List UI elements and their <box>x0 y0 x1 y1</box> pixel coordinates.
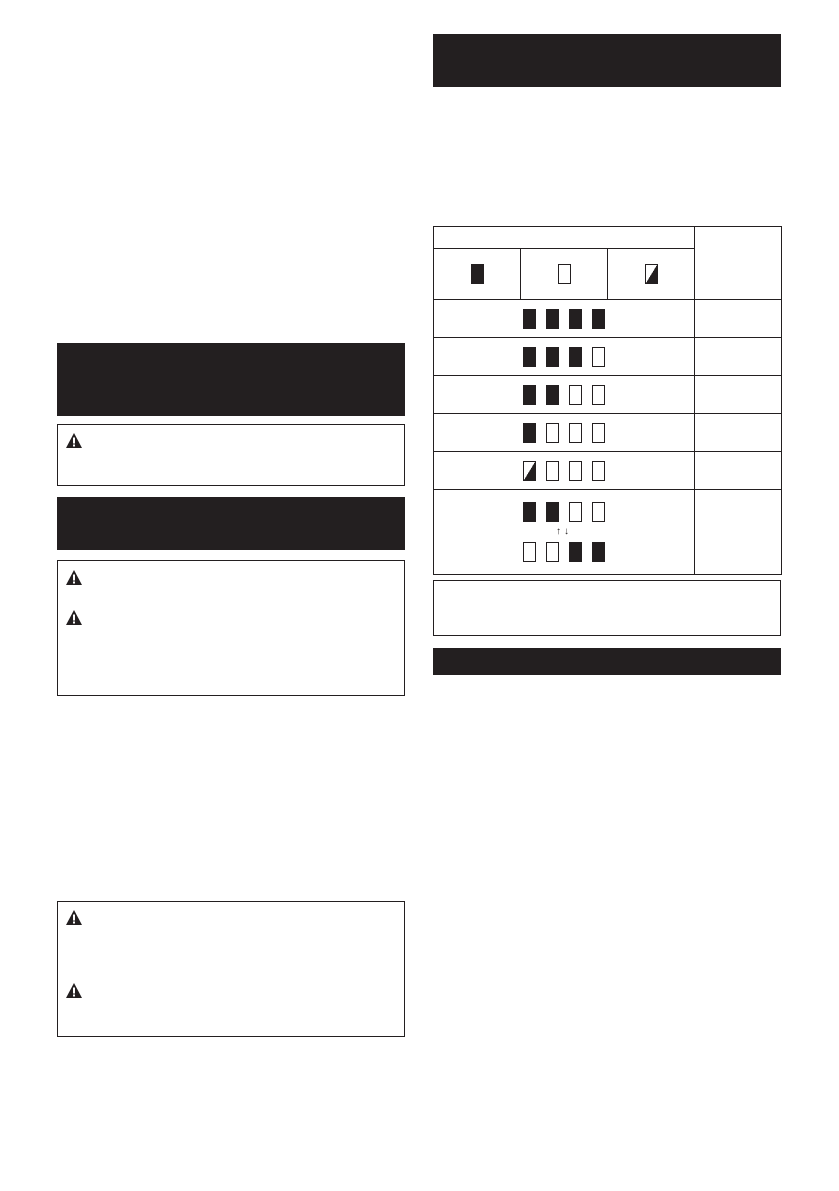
lamp-on-1 <box>523 309 536 329</box>
lamp-off-4 <box>592 502 605 522</box>
remaining-capacity-header <box>695 227 782 300</box>
lamp-on-3 <box>569 347 582 367</box>
lamp-on-2 <box>546 309 559 329</box>
indicator-row-2 <box>434 338 782 376</box>
lamp-on-1 <box>523 502 536 522</box>
section-heading-bar-3 <box>433 34 781 87</box>
lamp-off-3 <box>569 461 582 481</box>
lamp-off-4 <box>592 461 605 481</box>
section-heading-bar-2 <box>57 497 405 550</box>
lamp-blinking-icon <box>645 264 658 284</box>
lamp-on-4 <box>592 309 605 329</box>
lamp-on-2 <box>546 385 559 405</box>
lamp-half-1 <box>523 461 536 481</box>
lamp-off-2 <box>546 542 559 562</box>
indicator-row-3 <box>434 376 782 414</box>
lamp-group <box>434 461 694 481</box>
lamp-group-top <box>434 502 694 522</box>
lamp-group <box>434 309 694 329</box>
section-heading-bar-4 <box>433 648 781 675</box>
lamp-group <box>434 385 694 405</box>
lamp-off-4 <box>592 385 605 405</box>
lamp-off-4 <box>592 347 605 367</box>
capacity-cell <box>695 300 782 338</box>
lamp-group-bottom <box>434 542 694 562</box>
battery-indicator-table <box>433 226 782 575</box>
capacity-cell <box>695 338 782 376</box>
lamp-on-1 <box>523 385 536 405</box>
lamp-group <box>434 347 694 367</box>
capacity-cell <box>695 376 782 414</box>
legend-off <box>521 249 608 300</box>
capacity-cell <box>695 490 782 575</box>
caution-box-1 <box>57 424 405 486</box>
alternating-arrows: ↑↓ <box>556 526 572 537</box>
lamp-off-3 <box>569 502 582 522</box>
capacity-cell <box>695 452 782 490</box>
warning-triangle-icon <box>66 433 82 448</box>
lamp-off-1 <box>523 542 536 562</box>
legend-blinking <box>608 249 695 300</box>
lamp-group <box>434 423 694 443</box>
indicator-lamps-header <box>434 227 695 249</box>
lamp-off-2 <box>546 461 559 481</box>
lamp-off-4 <box>592 423 605 443</box>
indicator-row-5 <box>434 452 782 490</box>
lamp-off-3 <box>569 423 582 443</box>
lamp-off-2 <box>546 423 559 443</box>
warning-triangle-icon <box>66 610 82 625</box>
lamp-on-icon <box>471 264 484 284</box>
lamp-on-3 <box>569 309 582 329</box>
indicator-row-alternating <box>434 490 782 575</box>
warning-triangle-icon <box>66 983 82 998</box>
lamp-off-3 <box>569 385 582 405</box>
lamp-on-2 <box>546 502 559 522</box>
legend-lighted <box>434 249 521 300</box>
lamp-on-4 <box>592 542 605 562</box>
lamp-on-2 <box>546 347 559 367</box>
lamp-off-icon <box>558 264 571 284</box>
capacity-cell <box>695 414 782 452</box>
warning-triangle-icon <box>66 910 82 925</box>
indicator-row-4 <box>434 414 782 452</box>
lamp-on-3 <box>569 542 582 562</box>
lamp-on-1 <box>523 423 536 443</box>
warning-box-3 <box>57 901 405 1037</box>
lamp-on-1 <box>523 347 536 367</box>
note-box <box>433 580 781 636</box>
warning-box-2 <box>57 560 405 696</box>
section-heading-bar-1 <box>57 343 405 416</box>
indicator-row-1 <box>434 300 782 338</box>
warning-triangle-icon <box>66 570 82 585</box>
